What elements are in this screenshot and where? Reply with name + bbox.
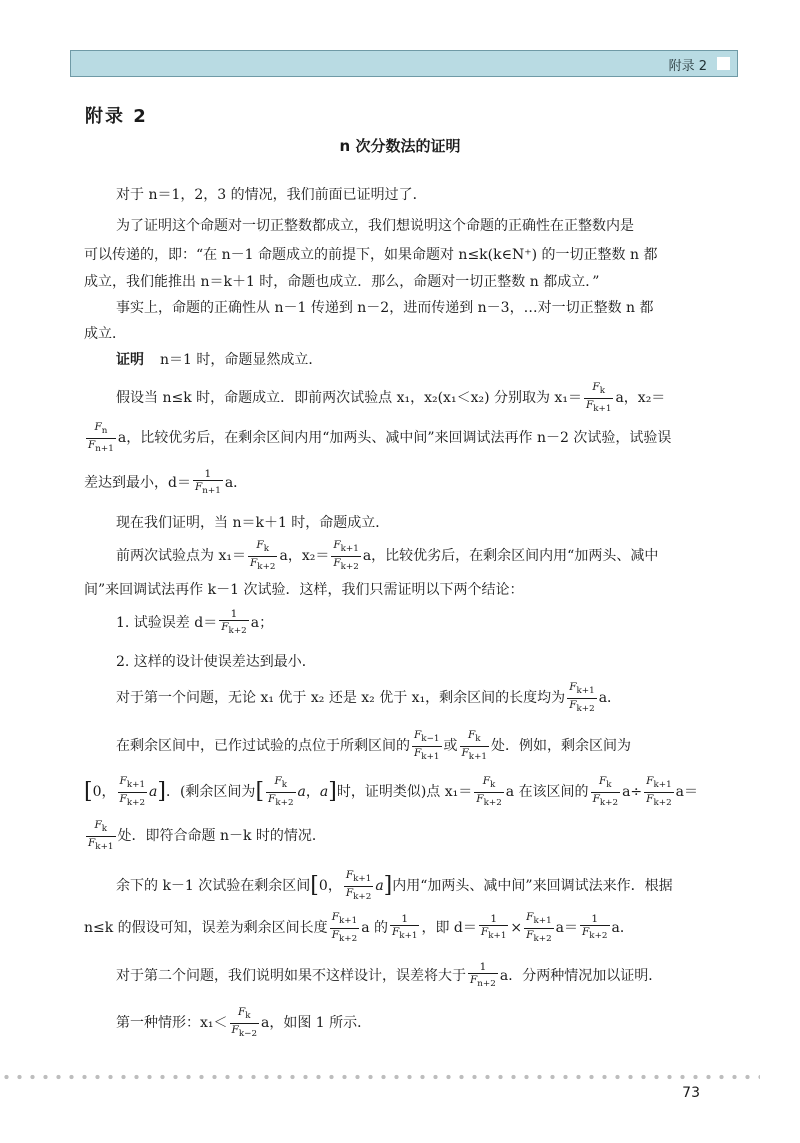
- paragraph-line: 间”来回调试法再作 k－1 次试验．这样，我们只需证明以下两个结论：: [84, 582, 524, 598]
- text-run: ×: [510, 920, 523, 936]
- text-run: 假设当 n≤k 时，命题成立．即前两次试验点 x₁，x₂(x₁＜x₂) 分别取为 x₁＝: [116, 390, 582, 406]
- text-run: n≤k 的假设可知，误差为剩余区间长度: [84, 920, 328, 936]
- paragraph-line: 对于 n＝1，2，3 的情况，我们前面已证明过了．: [116, 187, 427, 203]
- formula-line: [116, 1005, 724, 1041]
- paragraph-line: 成立．: [84, 326, 126, 342]
- fraction-fn-fn1: $\frac{F_n}{F_{n+1}}$: [88, 421, 114, 454]
- formula-line: [116, 680, 724, 716]
- fraction-1-fn2: $\frac{1}{F_{n+2}}$: [470, 961, 496, 990]
- formula-line: [84, 818, 724, 854]
- text-run: 第一种情形：x₁＜: [116, 1015, 228, 1031]
- proof-label: 证明: [116, 352, 144, 368]
- formula-line: [0， $\frac{F_{k+1}}{F_{k+2}}$ a]．(剩余区间为[ $\frac{F_k}{F_{k+2}}$ a，a]时，证明类似)点 x₁＝ $\frac{F_k}{F_{k+2}}$ a 在该区间的 $\frac{F_k}{F_{k+2}}$ a÷ $\frac{F_{k+1}}{F_{k+2}}$ a＝: [84, 775, 698, 808]
- text-run: a．分两种情况加以证明．: [499, 968, 663, 984]
- text-run: a；: [250, 615, 274, 631]
- formula-line: [116, 728, 724, 764]
- proof-line: [116, 350, 724, 370]
- fraction-fk-fk2: $\frac{F_k}{F_{k+2}}$: [268, 775, 294, 808]
- text-run: a，比较优劣后，在剩余区间内用“加两头、减中: [362, 548, 659, 564]
- text-run: 1. 试验误差 d＝: [116, 615, 218, 631]
- text-run: 时，证明类似)点 x₁＝: [336, 784, 473, 800]
- formula-line: [84, 465, 724, 501]
- conclusion-2: 2. 这样的设计使误差达到最小．: [116, 654, 316, 670]
- formula-line: [116, 380, 724, 416]
- header-label: 附录 2: [668, 59, 707, 74]
- text-run: ，即 d＝: [421, 920, 477, 936]
- fraction-fk1-fk2: $\frac{F_{k+1}}{F_{k+2}}$: [119, 775, 146, 808]
- paragraph-line: 成立，我们能推出 n＝k＋1 时，命题也成立．那么，命题对一切正整数 n 都成立．”: [84, 274, 600, 290]
- formula-line: 余下的 k－1 次试验在剩余区间[0， $\frac{F_{k+1}}{F_{k+2}}$ a]内用“加两头、减中间”来回调试法来作．根据: [116, 869, 673, 902]
- fraction-1-fn1: $\frac{1}{F_{n+1}}$: [194, 468, 221, 497]
- text-run: a，如图 1 所示．: [261, 1015, 372, 1031]
- text-run: a 的: [361, 920, 388, 936]
- running-header: [70, 50, 738, 77]
- fraction-fk-fk1: $\frac{F_k}{F_{k+1}}$: [88, 819, 114, 852]
- text-run: a．: [598, 690, 622, 706]
- fraction-fk-fk1: $\frac{F_k}{F_{k+1}}$: [585, 381, 612, 414]
- paragraph-line: 可以传递的，即：“在 n－1 命题成立的前提下，如果命题对 n≤k(k∈N⁺) 的一切正整数 n 都: [84, 247, 658, 263]
- proof-text: n＝1 时，命题显然成立．: [160, 352, 323, 368]
- paragraph-line: 现在我们证明，当 n＝k＋1 时，命题成立．: [116, 515, 390, 531]
- text-run: a÷: [622, 784, 643, 800]
- text-run: 内用“加两头、减中间”来回调试法来作．根据: [392, 878, 673, 894]
- header-square-icon: [717, 57, 730, 70]
- text-run: a＝: [555, 920, 578, 936]
- text-run: (剩余区间为: [179, 784, 256, 800]
- fraction-fkm1-fk1: $\frac{F_{k-1}}{F_{k+1}}$: [414, 729, 440, 762]
- fraction-fk1-fk2: $\frac{F_{k+1}}{F_{k+2}}$: [333, 539, 359, 572]
- text-run: 对于第一个问题，无论 x₁ 优于 x₂ 还是 x₂ 优于 x₁，剩余区间的长度均为: [116, 690, 566, 706]
- formula-line: [116, 538, 724, 574]
- fraction-fk1-fk2: $\frac{F_{k+1}}{F_{k+2}}$: [345, 869, 372, 902]
- fraction-fk1-fk2: $\frac{F_{k+1}}{F_{k+2}}$: [646, 775, 672, 808]
- conclusion-1: [116, 605, 724, 641]
- fraction-fk1-fk2: $\frac{F_{k+1}}{F_{k+2}}$: [526, 911, 552, 944]
- fraction-fk-fk2: $\frac{F_k}{F_{k+2}}$: [592, 775, 619, 808]
- formula-line: [84, 420, 724, 456]
- fraction-fk-fk1: $\frac{F_k}{F_{k+1}}$: [461, 729, 487, 762]
- appendix-title: 附录 2: [85, 106, 148, 127]
- page-number: 73: [682, 1085, 700, 1101]
- text-run: a，x₂＝: [279, 548, 330, 564]
- formula-line: [116, 958, 724, 994]
- fraction-fk-fkm2: $\frac{F_k}{F_{k-2}}$: [231, 1006, 258, 1039]
- text-run: 处．即符合命题 n－k 时的情况．: [117, 828, 326, 844]
- fraction-1-fk2: $\frac{1}{F_{k+2}}$: [221, 608, 247, 637]
- formula-line: [84, 910, 724, 946]
- text-run: 或: [443, 738, 458, 754]
- text-run: 余下的 k－1 次试验在剩余区间: [116, 878, 311, 894]
- fraction-1-fk2: $\frac{1}{F_{k+2}}$: [582, 913, 608, 942]
- text-run: a．: [224, 475, 248, 491]
- fraction-1-fk1: $\frac{1}{F_{k+1}}$: [480, 913, 507, 942]
- paragraph-line: 为了证明这个命题对一切正整数都成立，我们想说明这个命题的正确性在正整数内是: [116, 218, 634, 234]
- paragraph-line: 事实上，命题的正确性从 n－1 传递到 n－2，进而传递到 n－3，…对一切正整数 n 都: [116, 300, 654, 316]
- dotted-footer-rule: [0, 1074, 760, 1080]
- text-run: 处．例如，剩余区间为: [491, 738, 631, 754]
- text-run: a＝: [675, 784, 698, 800]
- text-run: 对于第二个问题，我们说明如果不这样设计，误差将大于: [116, 968, 466, 984]
- text-run: 在剩余区间中，已作过试验的点位于所剩区间的: [116, 738, 410, 754]
- fraction-fk-fk2: $\frac{F_k}{F_{k+2}}$: [476, 775, 502, 808]
- text-run: a，x₂＝: [615, 390, 666, 406]
- text-run: a 在该区间的: [505, 784, 589, 800]
- text-run: 差达到最小，d＝: [84, 475, 191, 491]
- text-run: a．: [611, 920, 634, 936]
- fraction-fk1-fk2: $\frac{F_{k+1}}{F_{k+2}}$: [569, 681, 595, 714]
- text-run: a，比较优劣后，在剩余区间内用“加两头、减中间”来回调试法再作 n－2 次试验，试验误: [117, 430, 672, 446]
- fraction-1-fk1: $\frac{1}{F_{k+1}}$: [391, 913, 418, 942]
- text-run: 前两次试验点为 x₁＝: [116, 548, 246, 564]
- fraction-fk-fk2: $\frac{F_k}{F_{k+2}}$: [249, 539, 276, 572]
- section-title: n 次分数法的证明: [339, 137, 461, 155]
- fraction-fk1-fk2: $\frac{F_{k+1}}{F_{k+2}}$: [331, 911, 358, 944]
